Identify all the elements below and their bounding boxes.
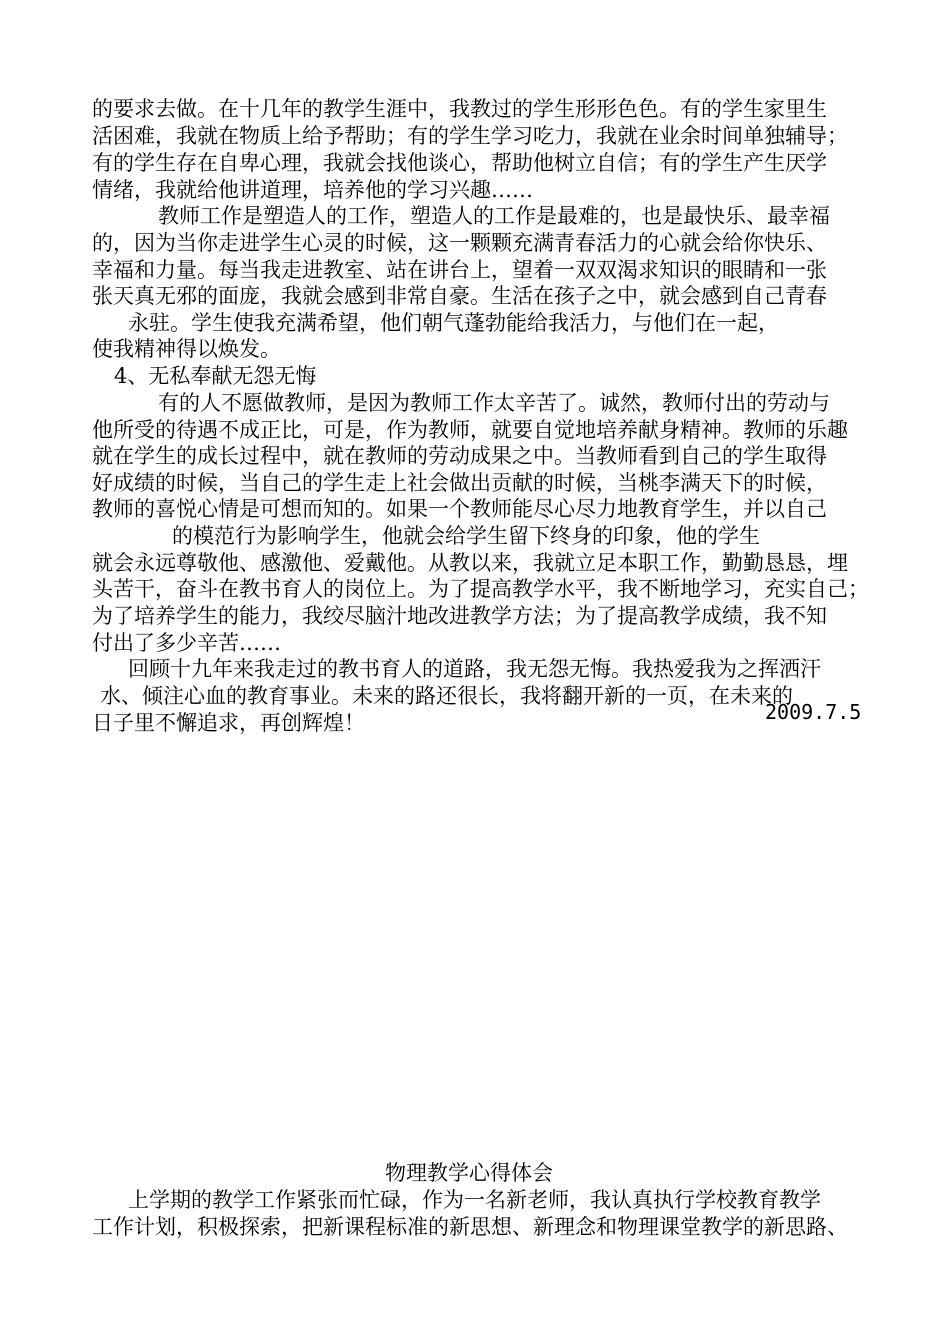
text-line: 水、倾注心血的教育事业。未来的路还很长，我将翻开新的一页，在未来的: [100, 684, 793, 708]
text-line: 他所受的待遇不成正比，可是，作为教师，就要自觉地培养献身精神。教师的乐趣: [92, 418, 848, 442]
text-line: 有的学生存在自卑心理，我就会找他谈心，帮助他树立自信；有的学生产生厌学: [92, 151, 827, 175]
text-line: 的，因为当你走进学生心灵的时候，这一颗颗充满青春活力的心就会给你快乐、: [92, 231, 827, 255]
text-line: 的要求去做。在十几年的教学生涯中，我教过的学生形形色色。有的学生家里生: [92, 97, 827, 121]
text-line: 好成绩的时候，当自己的学生走上社会做出贡献的时候，当桃李满天下的时候，: [92, 471, 827, 495]
text-line: 情绪，我就给他讲道理，培养他的学习兴趣……: [92, 178, 533, 202]
text-line: 就会永远尊敬他、感激他、爱戴他。从教以来，我就立足本职工作，勤勤恳恳，埋: [92, 551, 848, 575]
text-line: 幸福和力量。每当我走进教室、站在讲台上，望着一双双渴求知识的眼睛和一张: [92, 258, 827, 282]
text-line: 上学期的教学工作紧张而忙碌，作为一名新老师，我认真执行学校教育教学: [128, 1188, 821, 1212]
text-line: 为了培养学生的能力，我绞尽脑汁地改进教学方法；为了提高教学成绩，我不知: [92, 604, 827, 628]
text-line: 使我精神得以焕发。: [92, 337, 281, 361]
text-line: 就在学生的成长过程中，就在教师的劳动成果之中。当教师看到自己的学生取得: [92, 444, 827, 468]
text-line: 活困难，我就在物质上给予帮助；有的学生学习吃力，我就在业余时间单独辅导；: [92, 124, 848, 148]
text-line: 教师工作是塑造人的工作，塑造人的工作是最难的，也是最快乐、最幸福: [158, 204, 830, 228]
text-line: 工作计划，积极探索，把新课程标准的新思想、新理念和物理课堂教学的新思路、: [92, 1215, 848, 1239]
text-line: 张天真无邪的面庞，我就会感到非常自豪。生活在孩子之中，就会感到自己青春: [92, 284, 827, 308]
text-line: 的模范行为影响学生，他就会给学生留下终身的印象，他的学生: [172, 524, 760, 548]
text-line: 付出了多少辛苦……: [92, 631, 281, 655]
text-line: 有的人不愿做教师，是因为教师工作太辛苦了。诚然，教师付出的劳动与: [158, 391, 830, 415]
section-heading: 4、无私奉献无怨无悔: [114, 364, 317, 388]
text-line: 教师的喜悦心情是可想而知的。如果一个教师能尽心尽力地教育学生，并以自己: [92, 497, 827, 521]
text-line: 永驻。学生使我充满希望，他们朝气蓬勃能给我活力，与他们在一起，: [128, 311, 779, 335]
text-line: 回顾十九年来我走过的教书育人的道路，我无怨无悔。我热爱我为之挥洒汗: [128, 657, 821, 681]
section-title: 物理教学心得体会: [385, 1161, 553, 1185]
text-line: 日子里不懈追求，再创辉煌！: [92, 711, 365, 735]
date-stamp: 2009.7.5: [765, 700, 862, 724]
text-line: 头苦干，奋斗在教书育人的岗位上。为了提高教学水平，我不断地学习，充实自己；: [92, 577, 869, 601]
